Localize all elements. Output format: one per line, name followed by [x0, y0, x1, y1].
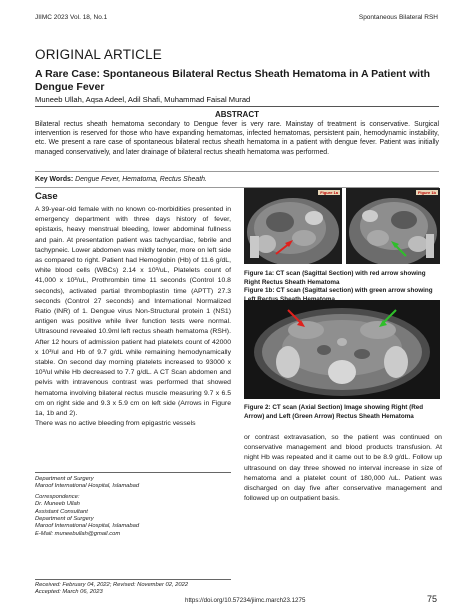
author-list: Muneeb Ullah, Aqsa Adeel, Adil Shafi, Muhammad Faisal Murad [35, 95, 251, 104]
affiliation-line: Maroof International Hospital, Islamabad [35, 523, 140, 530]
affiliation-line: E-Mail: muneebullah@gmail.com [35, 530, 121, 537]
affiliation-line: Dr. Muneeb Ullah [35, 501, 80, 508]
body-paragraph: or contrast extravasation, so the patient was continued on conservative management and blood products transfusion. At night Hb was repeated and it came out to be 8.9 g/dL. Follow up ultrasound on day three showed no interval increase in size of hematoma and a platelet count of 180,000 /uL. Patient was discharged on day five after conservative management and followed up on outpatient basis. [244, 434, 442, 503]
figure-2-caption: Figure 2: CT scan (Axial Section) Image showing Right (Red Arrow) and Left (Green Arrow) Rectus Sheath Hematoma [244, 404, 424, 420]
journal-header: JIIMC 2023 Vol. 18, No.1 [35, 14, 108, 21]
section-label: ORIGINAL ARTICLE [35, 47, 162, 62]
figure-1a-caption: Figure 1a: CT scan (Sagittal Section) with red arrow showing Right Rectus Sheath Hematoma [244, 270, 426, 286]
ct-sagittal-image-1a [244, 188, 342, 264]
keywords-label: Key Words: [35, 176, 74, 183]
keywords-text: Dengue Fever, Hematoma, Rectus Sheath. [75, 176, 207, 183]
figure-1a-label: Figure 1a [320, 190, 338, 195]
right-column-body [244, 433, 442, 504]
abstract-section [35, 106, 439, 167]
article-dates [35, 579, 231, 597]
figure-1b-label: Figure 1b [417, 190, 436, 195]
running-title: Spontaneous Bilateral RSH [358, 14, 438, 21]
affiliation-line: Assistant Consultant [35, 508, 88, 515]
affiliation-line: Department of Surgery [35, 476, 94, 482]
affiliation-line: Correspondence: [35, 493, 80, 500]
ct-scan-graphic [244, 188, 342, 264]
ct-scan-graphic [244, 300, 440, 399]
dates-line: Received: February 04, 2022; Revised: November 02, 2022 [35, 582, 189, 588]
case-body [35, 205, 231, 429]
keywords [35, 171, 439, 188]
abstract-heading: ABSTRACT [215, 110, 259, 119]
case-paragraph: A 39-year-old female with no known co-morbidities presented in emergency department with three days history of fever, epistaxis, heavy menstrual bleeding, lower abdominal fullness and pain. At presentation patient was tachycardiac, febrile and tachypneic. Lower abdomen was mildly tender, more on left side as compared to right. Patient had Hemoglobin (Hb) of 11.6 g/dL, white blood cells (WBCs) 2.14 x 10³/uL, Platelets count of 41,000 x 10³/uL, Prothrombin time 11 seconds (Control 10.8 seconds), activated partial thromboplastin time (APTT) 27.3 seconds (Control 27 seconds) and International Normalized Ratio (INR) of 1. Dengue virus Non-Structural protein 1 (NS1) antigen was positive while liver function tests were normal. Ultrasound revealed 10.9ml left rectus sheath hematoma (RSH). After 12 hours of admission patient had platelets count of 42000 x 10³/ul and Hb of 9.7 g/dL while remaining hemodynamically stable. On second day morning platelets increased to 93000 x 10³/ul while Hb decreased to 7.7 g/dL. A CT Scan abdomen and pelvis with intravenous contrast was performed that showed hematoma involving bilateral rectus muscle measuring 9.7 x 6.5 cm on right side and 9.3 x 5.9 cm on left side (Arrows in Figure 1a, 1b and 2). [35, 206, 231, 418]
abstract-text: Bilateral rectus sheath hematoma secondary to Dengue fever is very rare. Mainstay of treatment is conservative. Surgical intervention is reserved for those who have expanding hematomas, infected hematomas, persistent pain, hemodynamic instability, etc. We present a rare case of spontaneous bilateral rectus sheath hematoma in a patient with dengue fever. Patient was initially managed conservatively, and later drainage of bilateral rectus sheath hematoma was performed. [35, 121, 439, 156]
affiliation-line: Department of Surgery [35, 516, 94, 523]
ct-axial-image-2 [244, 300, 440, 399]
case-heading: Case [35, 191, 58, 202]
ct-scan-graphic [346, 188, 440, 264]
page-number: 75 [426, 594, 437, 604]
affiliation-line: Maroof International Hospital, Islamabad [35, 483, 140, 490]
ct-sagittal-image-1b [346, 188, 440, 264]
affiliation-box [35, 472, 231, 538]
article-title: A Rare Case: Spontaneous Bilateral Rectus Sheath Hematoma in A Patient with Dengue Fever [35, 68, 431, 93]
doi-link[interactable]: https://doi.org/10.57234/jiimc.march23.1275 [185, 597, 306, 604]
figure-1b-caption: Figure 1b: CT scan (Sagittal section) with green arrow showing [244, 287, 433, 295]
case-paragraph: There was no active bleeding from epigastric vessels [35, 420, 196, 428]
dates-line: Accepted: March 06, 2023 [35, 589, 103, 596]
